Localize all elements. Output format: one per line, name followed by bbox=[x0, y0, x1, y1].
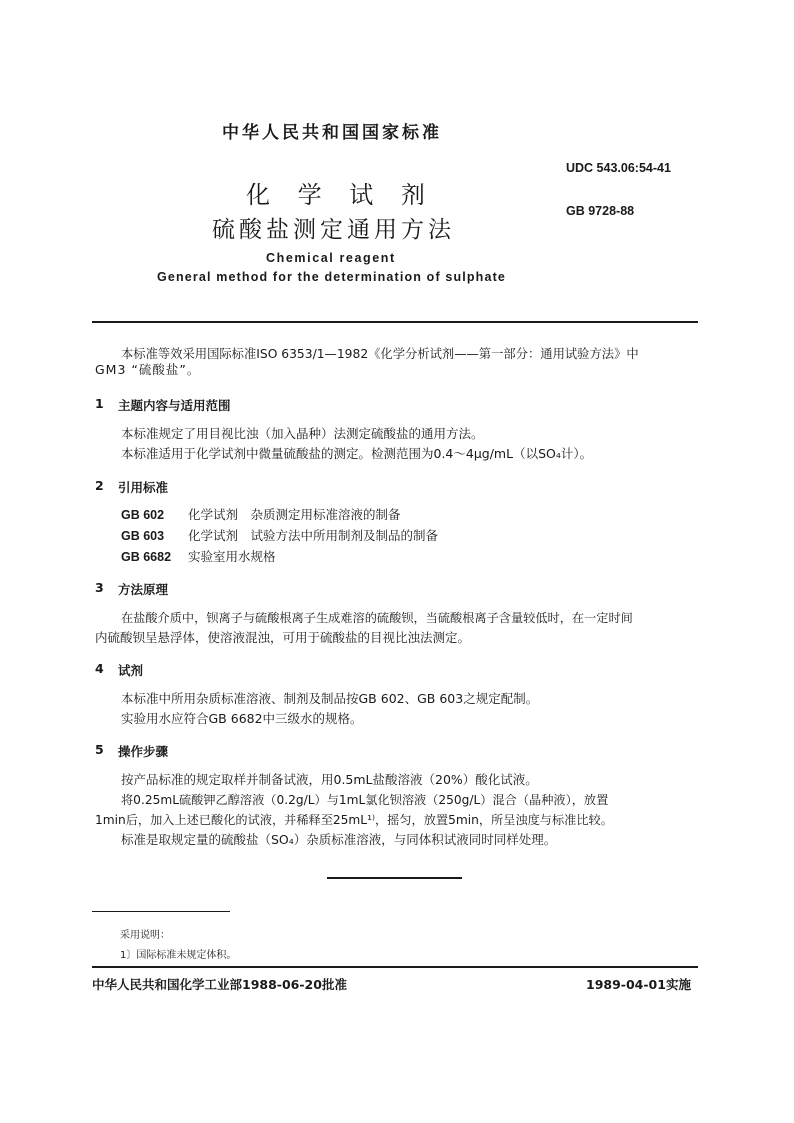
title-cn-line2: 硫酸盐测定通用方法 bbox=[212, 217, 455, 243]
intro-line-2: GM3 “硫酸盐”。 bbox=[95, 362, 201, 377]
section-5-heading: 操作步骤 bbox=[118, 744, 169, 759]
section-2-number: 2 bbox=[95, 478, 104, 493]
section-1-line-1: 本标准规定了用目视比浊（加入晶种）法测定硫酸盐的通用方法。 bbox=[121, 426, 484, 441]
section-1-line-2: 本标准适用于化学试剂中微量硫酸盐的测定。检测范围为0.4～4μg/mL（以SO₄计）。 bbox=[121, 446, 593, 461]
reference-title: 化学试剂 杂质测定用标准溶液的制备 bbox=[188, 507, 401, 522]
section-3-line-1: 在盐酸介质中，钡离子与硫酸根离子生成难溶的硫酸钡，当硫酸根离子含量较低时，在一定时间 bbox=[121, 611, 633, 625]
section-3-number: 3 bbox=[95, 580, 104, 595]
reference-code: GB 6682 bbox=[121, 550, 172, 564]
reference-title: 实验室用水规格 bbox=[188, 549, 276, 564]
title-en-line1: Chemical reagent bbox=[266, 251, 396, 265]
title-cn-line1: 化 学 试 剂 bbox=[246, 181, 435, 209]
section-5-number: 5 bbox=[95, 742, 104, 757]
effective-date-text: 1989-04-01实施 bbox=[586, 977, 691, 992]
footnote-rule bbox=[92, 911, 230, 912]
section-4-line-1: 本标准中所用杂质标准溶液、制剂及制品按GB 602、GB 603之规定配制。 bbox=[121, 691, 539, 706]
reference-code: GB 602 bbox=[121, 508, 165, 522]
title-en-line2: General method for the determination of sulphate bbox=[157, 270, 506, 284]
section-4-heading: 试剂 bbox=[118, 663, 144, 678]
publisher-heading: 中华人民共和国国家标准 bbox=[222, 123, 442, 143]
footnote-label: 采用说明： bbox=[120, 930, 170, 941]
footer-divider bbox=[92, 966, 698, 968]
section-5-line-1: 按产品标准的规定取样并制备试液，用0.5mL盐酸溶液（20%）酸化试液。 bbox=[121, 772, 538, 787]
footnote-text: 1〕国际标准未规定体积。 bbox=[120, 950, 237, 961]
section-4-line-2: 实验用水应符合GB 6682中三级水的规格。 bbox=[121, 711, 363, 726]
reference-title: 化学试剂 试验方法中所用制剂及制品的制备 bbox=[188, 528, 439, 543]
content-end-rule bbox=[327, 877, 462, 879]
gb-number: GB 9728-88 bbox=[566, 204, 635, 218]
section-5-line-4: 标准是取规定量的硫酸盐（SO₄）杂质标准溶液，与同体积试液同时同样处理。 bbox=[121, 832, 557, 847]
section-5-line-2: 将0.25mL硫酸钾乙醇溶液（0.2g/L）与1mL氯化钡溶液（250g/L）混合（晶种液），放置 bbox=[121, 793, 609, 807]
section-3-line-2: 内硫酸钡呈悬浮体，使溶液混浊，可用于硫酸盐的目视比浊法测定。 bbox=[95, 630, 471, 645]
section-2-heading: 引用标准 bbox=[118, 480, 169, 495]
approval-text: 中华人民共和国化学工业部1988-06-20批准 bbox=[92, 977, 347, 992]
section-1-number: 1 bbox=[95, 396, 104, 411]
section-1-heading: 主题内容与适用范围 bbox=[118, 398, 231, 413]
reference-code: GB 603 bbox=[121, 529, 165, 543]
section-5-line-3: 1min后，加入上述已酸化的试液，并稀释至25mL¹⁾，摇匀，放置5min，所呈浊度与标准比较。 bbox=[95, 813, 613, 827]
udc-number: UDC 543.06:54-41 bbox=[566, 161, 671, 175]
header-divider bbox=[92, 321, 698, 323]
intro-line-1: 本标准等效采用国际标准ISO 6353/1—1982《化学分析试剂——第一部分：通用试验方法》中 bbox=[121, 347, 639, 361]
section-3-heading: 方法原理 bbox=[118, 582, 169, 597]
section-4-number: 4 bbox=[95, 661, 104, 676]
